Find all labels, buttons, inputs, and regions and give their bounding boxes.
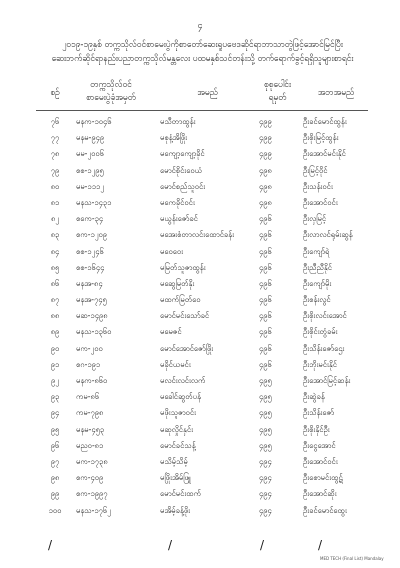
results-table [0,114,400,519]
student-name: မမြတ်သူဇာထွန်း [160,262,206,272]
student-name: မမေဇင် [160,327,182,337]
exam-code: မညဝ-၈၁ [76,440,104,450]
header-mark-line1: စုစုပေါင်း [264,79,291,89]
row-number: ၈၉ [50,327,60,337]
student-name: မခိုင်ယမင်း [160,359,191,369]
column-tick-mark: / [260,538,265,552]
table-row [0,454,400,470]
title-line-2: ဆေးဘက်ဆိုင်ရာနည်းပညာတက္ကသိုလ်မန္တလေး ပထမနှစ်သင်တန်းသို့ တက်ရောက်ခွင့်ရရှိသူများစာရင်း [51,53,354,63]
father-name: ဦးစောမင်းထွဋ် [303,473,343,483]
student-name: မောင်မင်းထက် [160,489,202,499]
row-number: ၈၆ [50,278,60,288]
exam-code: မမ-၂၀၀၆ [76,149,104,159]
total-mark: ၄၉၅ [259,440,272,450]
father-name: ဦးငွေအောင် [303,440,336,450]
row-number: ၈၄ [50,246,60,256]
student-name: မောင်စည်သူဝင်း [160,181,206,191]
father-name: ဦးအောင်မင်းနိုင် [303,149,346,159]
father-name: ဦးလာလင်ရုမ်းဆွန် [303,230,353,240]
father-name: ဦးသန်းဝင်း [303,181,333,191]
exam-code: မက-၁၇၃၈ [76,456,108,466]
total-mark: ၄၉၅ [259,376,272,385]
row-number: ၉၉ [50,489,60,499]
table-row [0,130,400,146]
title-line-1: ၂၀၁၉-၁၉နှစ် တက္ကသိုလ်ဝင်စာမေးပွဲကိုစာတော်ဆေးရူပဗေဒဆိုင်ရာဘာသာတွဲဖြင့်အောင်မြင်ပြီး [62,39,343,49]
row-number: ၉၁ [50,359,60,369]
exam-code: မနအ-၈၄ [76,278,103,288]
exam-code: စစ-၁၂၉၅ [76,165,104,175]
table-row [0,389,400,405]
row-number: ၉၀ [50,343,60,353]
total-mark: ၄၉၆ [259,262,272,272]
father-name: ဦးခင်မောင်ထွေး [303,505,347,515]
exam-code: မနသ-၁၄၃၁ [76,197,112,207]
student-name: မစုနံ့အိဖြိုး [160,133,188,143]
row-number: ၉၂ [50,376,59,385]
exam-code: မက-၂၀၀ [76,343,103,353]
student-name: မောင်စိုင်းဝေယံ [160,165,202,175]
table-row [0,357,400,373]
student-name: မောင်ခင်သန့် [160,440,196,450]
total-mark: ၄၉၉ [259,149,272,159]
total-mark: ၄၉၆ [259,230,272,240]
total-mark: ၄၉၆ [259,311,272,321]
father-name: ဦးခင်မောင်ထွန်း [303,117,347,126]
header-father: အဘအမည် [317,87,355,97]
total-mark: ၄၉၆ [259,327,272,337]
exam-code: မမ-၁၁၁၂ [76,181,104,191]
table-row [0,146,400,162]
row-number: ၉၃ [50,392,60,402]
student-name: မသိမ့်သိမ့် [160,456,188,466]
student-name: မအိမ့်ခန့်ဖိုး [160,505,191,515]
row-number: ၈၅ [50,262,60,272]
total-mark: ၄၉၄ [259,489,272,499]
page-number: ၄ [197,21,203,31]
student-name: မကျော့ကျော့ခိုင် [160,149,205,159]
header-mark-line2: ရမှတ် [268,92,287,102]
row-number: ၈၈ [50,311,60,321]
father-name: ဦးစိုးလင်းအောင် [303,311,347,321]
table-row [0,503,400,519]
exam-code: မနက-၈၆၀ [76,376,108,385]
total-mark: ၄၉၆ [259,295,272,305]
page-markers [0,538,400,554]
total-mark: ၄၉၆ [259,214,272,224]
row-number: ၉၈ [50,473,60,483]
row-number: ၉၆ [50,440,60,450]
table-row [0,179,400,195]
exam-code: စဂ-၁၉၁ [76,359,101,369]
row-number: ၇၉ [50,165,60,175]
table-header [0,72,400,114]
exam-code: စစ-၁၆၄၄ [76,262,105,272]
table-row [0,324,400,340]
father-name: ဦးလှမြင့် [303,214,327,224]
total-mark: ၄၉၈ [259,181,272,191]
student-name: မဆုလှိုင်နှင်း [160,424,194,434]
total-mark: ၄၉၆ [259,246,272,256]
exam-code: မနက-၁၀၄၆ [76,117,112,126]
exam-code: ကမ-၇၉၈ [76,408,104,418]
table-row [0,163,400,179]
exam-code: စက-၁၂၀၉ [76,230,107,240]
exam-code: မနအ-၇၄၅ [76,295,107,305]
father-name: ဦးအောင်မြင့်ဆန်း [303,376,351,385]
student-name: မခေါင်ဆွတ်ပန် [160,392,201,402]
student-name: မဖြိုးအိမ်ဖြူ [160,473,191,483]
total-mark: ၄၉၄ [259,473,272,483]
table-row [0,292,400,308]
student-name: မယွန်းဇော်ခင် [160,214,198,224]
table-row [0,405,400,421]
total-mark: ၄၉၆ [259,278,272,288]
table-row [0,260,400,276]
table-row [0,227,400,243]
table-row [0,211,400,227]
student-name: မသီတာထွန်း [160,117,196,126]
table-row [0,276,400,292]
column-tick-mark: / [48,538,53,552]
student-name: မအေးစံတာလင်းထောင်ခန်း [160,230,235,240]
header-code [66,78,156,104]
father-name: ဦးဘိုးမင်းနိုင် [303,359,337,369]
exam-code: မဆ-၁၄၉၈ [76,311,108,321]
exam-code: စက-၁၉၉၇ [76,489,108,499]
exam-code: ကမ-၈၆ [76,392,100,402]
row-number: ၈၇ [50,295,60,305]
total-mark: ၄၉၅ [259,392,272,402]
table-row [0,486,400,502]
row-number: ၉၄ [50,408,60,418]
row-number: ၁၀၀ [48,505,62,515]
father-name: ဦးစန်းလွင် [303,295,331,305]
student-name: မဖိုးသူဇာဝင်း [160,408,196,418]
total-mark: ၄၉၉ [259,117,272,126]
total-mark: ၄၉၅ [259,408,272,418]
father-name: ဦးကျော်မိုး [303,278,332,288]
row-number: ၈၃ [50,230,60,240]
total-mark: ၄၉၄ [259,456,272,466]
header-code-line1: တက္ကသိုလ်ဝင် [90,79,132,89]
father-name: ဦးစိုင်းတွံခမ်း [303,327,338,337]
father-name: ဦးအောင်ဝင်း [303,197,338,207]
footer-label: MED TECH (Final List) Mandalay [320,556,384,561]
row-number: ၇၈ [50,149,60,159]
row-number: ၉၇ [50,456,60,466]
total-mark: ၄၉၉ [259,133,272,143]
header-name: အမည် [197,87,218,97]
student-name: မောင်အောင်ဇော်ဖြိုး [160,343,214,353]
row-number: ၇၇ [50,133,60,143]
student-name: မလင်းလင်းလက် [160,376,206,385]
table-row [0,470,400,486]
table-row [0,244,400,260]
exam-code: မနသ-၁၇၆၂ [76,505,111,515]
exam-code: မနမ-၉၄၉ [76,133,105,143]
father-name: ဦးစိုးမြင့်ထွန်း [303,133,339,143]
exam-code: စက-၄၀၉ [76,473,104,483]
exam-code: စစ-၁၂၄၆ [76,246,104,256]
row-number: ၇၆ [50,117,60,126]
table-row [0,438,400,454]
father-name: ဦးကျော်ရဲ [303,246,330,256]
total-mark: ၄၉၆ [259,343,272,353]
father-name: ဦးဆွဲခန် [303,392,325,402]
father-name: ဦးမြင့်ဝိုင် [303,165,328,175]
father-name: ဦးသိန်းဇော်ဌေး [303,343,345,353]
table-row [0,195,400,211]
father-name: ဦးအောင်ဝင်း [303,456,338,466]
father-name: ဦးညီညီနိုင် [303,262,332,272]
total-mark: ၄၉၈ [259,197,272,207]
total-mark: ၄၉၄ [259,505,272,515]
student-name: မဝေဝေး [160,246,184,256]
column-tick-mark: / [318,538,323,552]
column-tick-mark: / [168,538,173,552]
table-row [0,422,400,438]
student-name: မထက်မြတ်ဝေ [160,295,201,305]
student-name: မောင်မင်းသော်ခင် [160,311,210,321]
father-name: ဦးအောင်ဆိုး [303,489,337,499]
table-row [0,341,400,357]
student-name: မဆွေမြတ်နိုး [160,278,195,288]
table-row [0,308,400,324]
total-mark: ၄၉၈ [259,165,272,175]
header-divider [36,110,368,111]
row-number: ၉၅ [50,424,60,434]
row-number: ၈၀ [50,181,60,191]
row-number: ၈၂ [50,214,60,224]
table-row [0,114,400,130]
exam-code: မနသ-၁၃၆၀ [76,327,112,337]
header-no: စဉ် [50,87,60,97]
table-row [0,373,400,389]
father-name: ဦးစိုးနိုင်ဦး [303,424,330,434]
student-name: မကေခိုင်ဝင်း [160,197,195,207]
total-mark: ၄၉၆ [259,359,272,369]
total-mark: ၄၉၅ [259,424,272,434]
father-name: ဦးသိန်းဇော် [303,408,335,418]
exam-code: စကေ-၃၄ [76,214,104,224]
exam-code: မနမ-၄၅၃ [76,424,105,434]
header-code-line2: စာမေးပွဲခုံအမှတ် [86,92,136,102]
row-number: ၈၁ [50,197,60,207]
header-mark [250,78,305,104]
